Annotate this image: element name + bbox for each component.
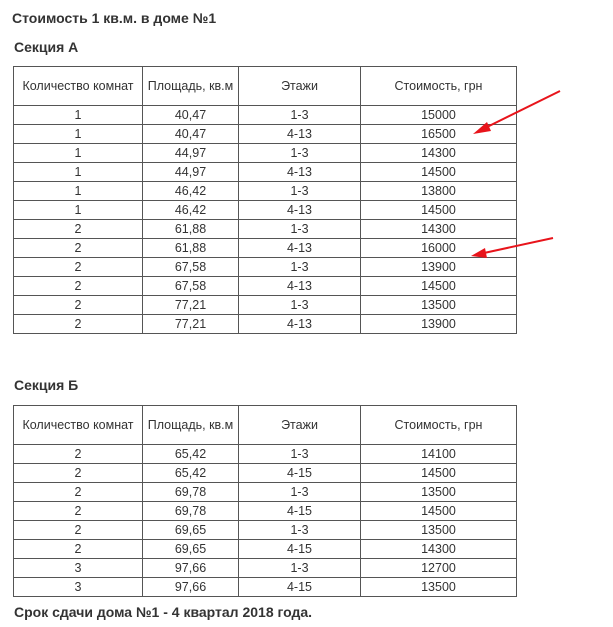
table-cell: 1-3 <box>239 559 361 578</box>
completion-date-note: Срок сдачи дома №1 - 4 квартал 2018 года. <box>14 604 313 620</box>
table-cell: 77,21 <box>143 315 239 334</box>
table-row <box>14 578 517 597</box>
table-cell: 2 <box>14 258 143 277</box>
table-cell: 40,47 <box>143 125 239 144</box>
table-cell: 3 <box>14 559 143 578</box>
table-cell: 12700 <box>361 559 517 578</box>
table-row <box>14 106 517 125</box>
table-row <box>14 258 517 277</box>
section-b-table <box>13 405 517 597</box>
table-cell: 1-3 <box>239 106 361 125</box>
table-cell: 13800 <box>361 182 517 201</box>
table-cell: 13500 <box>361 483 517 502</box>
table-cell: 4-13 <box>239 125 361 144</box>
table-cell: 4-13 <box>239 315 361 334</box>
table-row <box>14 464 517 483</box>
table-cell: 46,42 <box>143 201 239 220</box>
table-cell: 1 <box>14 144 143 163</box>
table-cell: 14300 <box>361 540 517 559</box>
table-row <box>14 521 517 540</box>
table-cell: 46,42 <box>143 182 239 201</box>
table-row <box>14 144 517 163</box>
table-cell: 13900 <box>361 315 517 334</box>
table-cell: 13500 <box>361 296 517 315</box>
table-cell: 67,58 <box>143 277 239 296</box>
table-row <box>14 201 517 220</box>
section-b-title: Секция Б <box>14 377 79 393</box>
table-cell: 40,47 <box>143 106 239 125</box>
column-header: Площадь, кв.м <box>143 406 239 445</box>
table-cell: 1-3 <box>239 258 361 277</box>
table-cell: 14500 <box>361 163 517 182</box>
table-cell: 14500 <box>361 502 517 521</box>
table-cell: 2 <box>14 296 143 315</box>
table-cell: 2 <box>14 464 143 483</box>
table-row <box>14 220 517 239</box>
table-row <box>14 315 517 334</box>
table-cell: 69,65 <box>143 521 239 540</box>
table-cell: 77,21 <box>143 296 239 315</box>
column-header: Стоимость, грн <box>361 406 517 445</box>
table-cell: 2 <box>14 540 143 559</box>
table-row <box>14 540 517 559</box>
table-cell: 1-3 <box>239 144 361 163</box>
section-a-title: Секция А <box>14 39 79 55</box>
table-row <box>14 182 517 201</box>
table-cell: 4-15 <box>239 540 361 559</box>
table-cell: 97,66 <box>143 559 239 578</box>
table-cell: 4-15 <box>239 578 361 597</box>
column-header: Этажи <box>239 406 361 445</box>
table-cell: 1 <box>14 182 143 201</box>
column-header: Площадь, кв.м <box>143 67 239 106</box>
table-cell: 14300 <box>361 144 517 163</box>
table-cell: 97,66 <box>143 578 239 597</box>
table-cell: 65,42 <box>143 464 239 483</box>
table-cell: 2 <box>14 220 143 239</box>
table-cell: 2 <box>14 483 143 502</box>
table-row <box>14 559 517 578</box>
table-cell: 14500 <box>361 277 517 296</box>
table-row <box>14 502 517 521</box>
table-cell: 1-3 <box>239 521 361 540</box>
column-header: Количество комнат <box>14 67 143 106</box>
table-cell: 61,88 <box>143 220 239 239</box>
column-header: Этажи <box>239 67 361 106</box>
table-cell: 1-3 <box>239 182 361 201</box>
table-cell: 2 <box>14 315 143 334</box>
table-cell: 1-3 <box>239 220 361 239</box>
table-cell: 4-15 <box>239 502 361 521</box>
table-cell: 67,58 <box>143 258 239 277</box>
table-cell: 15000 <box>361 106 517 125</box>
table-cell: 1 <box>14 125 143 144</box>
table-row <box>14 239 517 258</box>
section-b-table-body <box>14 406 517 597</box>
table-cell: 4-13 <box>239 163 361 182</box>
table-header-row <box>14 67 517 106</box>
table-row <box>14 296 517 315</box>
table-cell: 1 <box>14 106 143 125</box>
table-cell: 1 <box>14 201 143 220</box>
table-cell: 4-13 <box>239 277 361 296</box>
table-cell: 14500 <box>361 201 517 220</box>
table-cell: 44,97 <box>143 163 239 182</box>
table-cell: 1-3 <box>239 296 361 315</box>
table-cell: 4-15 <box>239 464 361 483</box>
table-cell: 2 <box>14 277 143 296</box>
column-header: Стоимость, грн <box>361 67 517 106</box>
table-cell: 13500 <box>361 578 517 597</box>
table-header-row <box>14 406 517 445</box>
table-cell: 13500 <box>361 521 517 540</box>
section-a-table-body <box>14 67 517 334</box>
table-cell: 2 <box>14 502 143 521</box>
table-cell: 2 <box>14 445 143 464</box>
table-cell: 16000 <box>361 239 517 258</box>
table-cell: 69,78 <box>143 502 239 521</box>
table-cell: 16500 <box>361 125 517 144</box>
table-row <box>14 125 517 144</box>
table-cell: 69,65 <box>143 540 239 559</box>
table-cell: 14300 <box>361 220 517 239</box>
table-row <box>14 163 517 182</box>
table-cell: 1-3 <box>239 445 361 464</box>
table-cell: 44,97 <box>143 144 239 163</box>
table-cell: 4-13 <box>239 239 361 258</box>
table-cell: 2 <box>14 239 143 258</box>
table-cell: 65,42 <box>143 445 239 464</box>
table-row <box>14 445 517 464</box>
section-a-table <box>13 66 517 334</box>
table-row <box>14 277 517 296</box>
page-title: Стоимость 1 кв.м. в доме №1 <box>12 10 217 26</box>
table-cell: 4-13 <box>239 201 361 220</box>
table-row <box>14 483 517 502</box>
table-cell: 3 <box>14 578 143 597</box>
table-cell: 2 <box>14 521 143 540</box>
table-cell: 1 <box>14 163 143 182</box>
table-cell: 1-3 <box>239 483 361 502</box>
table-cell: 69,78 <box>143 483 239 502</box>
column-header: Количество комнат <box>14 406 143 445</box>
table-cell: 13900 <box>361 258 517 277</box>
table-cell: 14500 <box>361 464 517 483</box>
table-cell: 61,88 <box>143 239 239 258</box>
table-cell: 14100 <box>361 445 517 464</box>
